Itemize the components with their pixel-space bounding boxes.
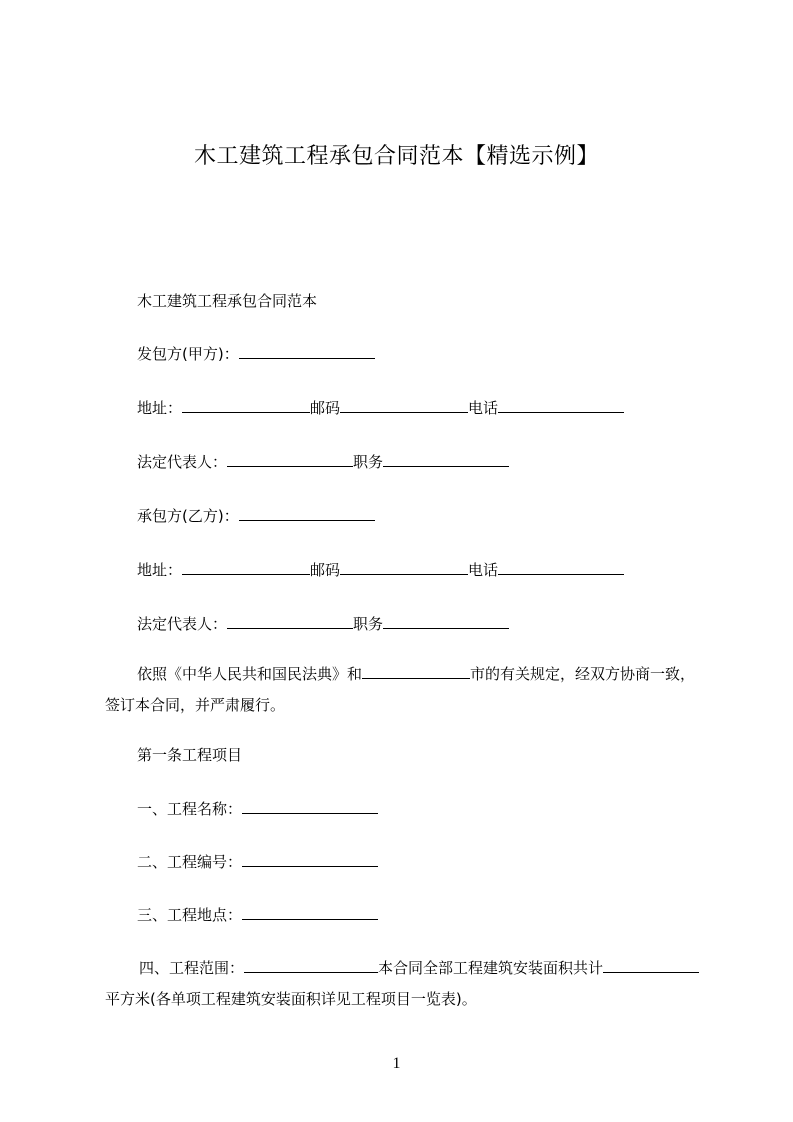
postcode-a-label: 邮码 xyxy=(310,399,341,417)
address-a-line xyxy=(137,398,624,418)
title-a-blank[interactable] xyxy=(383,452,509,467)
doc-name: 木工建筑工程承包合同范本 xyxy=(137,292,318,310)
item-4-paragraph xyxy=(105,953,705,1015)
party-a-blank[interactable] xyxy=(239,344,375,359)
title-b-blank[interactable] xyxy=(383,614,509,629)
phone-b-label: 电话 xyxy=(468,561,499,579)
phone-a-label: 电话 xyxy=(468,399,499,417)
phone-a-blank[interactable] xyxy=(498,398,624,413)
scope-blank[interactable] xyxy=(244,958,378,973)
rep-b-blank[interactable] xyxy=(227,614,353,629)
address-b-blank[interactable] xyxy=(182,560,310,575)
item-4-label: 四、工程范围： xyxy=(139,959,245,977)
address-b-line xyxy=(137,560,624,580)
postcode-a-blank[interactable] xyxy=(340,398,468,413)
party-a-label: 发包方(甲方)： xyxy=(137,345,239,363)
title-a-label: 职务 xyxy=(353,453,384,471)
project-name-blank[interactable] xyxy=(242,799,378,814)
address-a-label: 地址： xyxy=(137,399,183,417)
item-3-line xyxy=(137,905,378,925)
basis-post: 市的有关规定，经双方协商一致，签订本合同，并严肃履行。 xyxy=(105,665,696,714)
party-b-label: 承包方(乙方)： xyxy=(137,507,239,525)
item-1-line xyxy=(137,799,378,819)
rep-a-line xyxy=(137,452,509,472)
rep-a-label: 法定代表人： xyxy=(137,453,228,471)
project-number-blank[interactable] xyxy=(242,852,378,867)
address-b-label: 地址： xyxy=(137,561,183,579)
rep-b-line xyxy=(137,614,509,634)
postcode-b-blank[interactable] xyxy=(340,560,468,575)
item-2-label: 二、工程编号： xyxy=(137,853,243,871)
basis-pre: 依照《中华人民共和国民法典》和 xyxy=(137,665,363,683)
item-4-mid: 本合同全部工程建筑安装面积共计 xyxy=(378,959,604,977)
rep-a-blank[interactable] xyxy=(227,452,353,467)
item-3-label: 三、工程地点： xyxy=(137,906,243,924)
basis-paragraph xyxy=(105,659,705,721)
city-blank[interactable] xyxy=(362,664,470,679)
area-blank-1[interactable] xyxy=(603,958,665,973)
item-2-line xyxy=(137,852,378,872)
article-1-heading: 第一条工程项目 xyxy=(137,746,243,764)
page-number: 1 xyxy=(392,1055,401,1072)
rep-b-label: 法定代表人： xyxy=(137,615,228,633)
party-b-line xyxy=(137,506,375,526)
title-b-label: 职务 xyxy=(353,615,384,633)
party-a-line xyxy=(137,344,375,364)
postcode-b-label: 邮码 xyxy=(310,561,341,579)
item-1-label: 一、工程名称： xyxy=(137,800,243,818)
item-4-post: 平方米(各单项工程建筑安装面积详见工程项目一览表)。 xyxy=(105,990,477,1008)
phone-b-blank[interactable] xyxy=(498,560,624,575)
area-blank-2[interactable] xyxy=(665,958,699,973)
document-title: 木工建筑工程承包合同范本【精选示例】 xyxy=(193,144,599,169)
project-location-blank[interactable] xyxy=(242,905,378,920)
address-a-blank[interactable] xyxy=(182,398,310,413)
party-b-blank[interactable] xyxy=(239,506,375,521)
